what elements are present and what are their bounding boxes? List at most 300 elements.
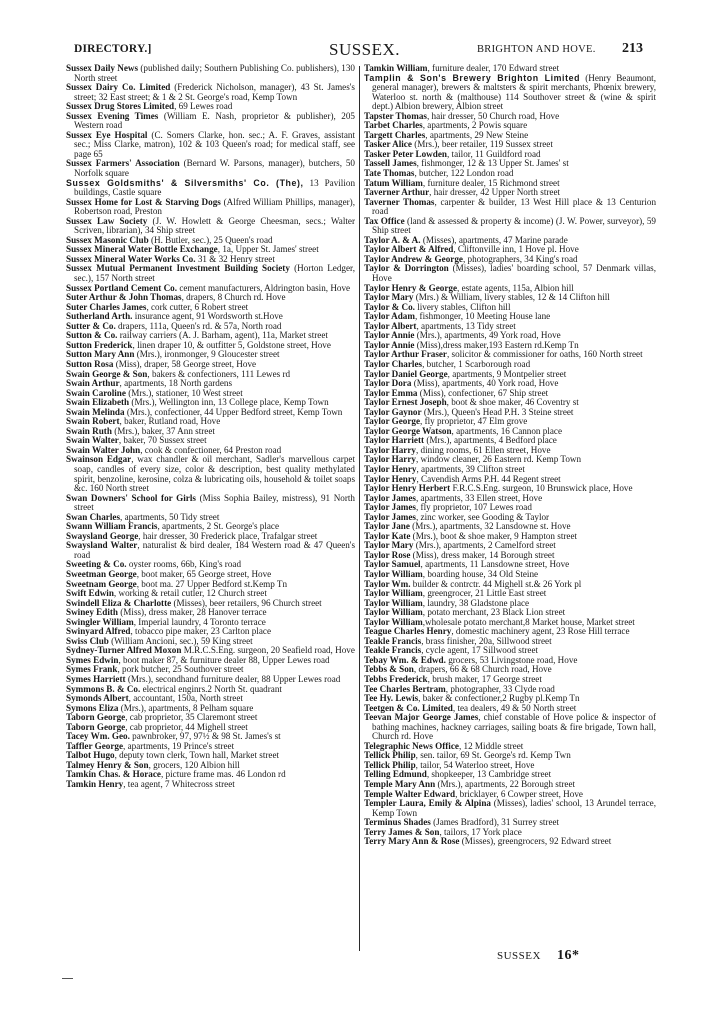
entry-details: , baker, 70 Sussex street	[118, 435, 207, 446]
entry-name: Taylor Henry Herbert	[364, 483, 451, 494]
entry-name: Tarbet Charles	[364, 120, 423, 131]
directory-entry	[364, 837, 656, 847]
directory-column-left	[66, 64, 355, 790]
entry-details: , working & retail cutler, 12 Church street	[113, 588, 267, 599]
footer-signature: 16*	[556, 948, 580, 963]
entry-details: electrical enginrs.2 North St. quadrant	[140, 683, 282, 694]
entry-details: , 69 Lewes road	[174, 101, 233, 112]
entry-details: grocers, 53 Livingstone road, Hove	[445, 654, 578, 665]
entry-details: M.R.C.S.Eng. surgeon, 20 Seafield road, Hove	[181, 645, 355, 656]
directory-entry	[66, 455, 355, 493]
entry-details: (Miss), dress maker, 28 Hanover terrace	[117, 607, 267, 618]
entry-name: Taylor Andrew & George	[364, 253, 463, 264]
entry-details: , boot maker, 65 George street, Hove	[136, 568, 272, 579]
entry-details: (Miss), confectioner, 67 Ship street	[417, 387, 549, 398]
entry-details: (William Ancioni, sec.), 59 King street	[108, 635, 253, 646]
running-head-county: SUSSEX.	[329, 40, 401, 59]
entry-name: Suter Charles James	[66, 301, 147, 312]
entry-name: Taylor James	[364, 502, 416, 513]
entry-details: , cook & confectioner, 64 Preston road	[140, 444, 282, 455]
entry-name: Tasker Alice	[364, 139, 412, 150]
entry-details: (Mrs.), Queen's Head P.H. 3 Steine street	[421, 406, 574, 417]
entry-name: Swain Walter	[66, 435, 119, 446]
entry-name: Swaysland George	[66, 530, 139, 541]
entry-name: Taylor Albert	[364, 320, 417, 331]
entry-details: (Mrs.), apartments, 49 York road, Hove	[414, 330, 561, 341]
entry-name: Sutherland Arth.	[66, 311, 133, 322]
entry-details: (published daily; Southern Publishing Co. publishers), 130 North street	[74, 63, 355, 83]
entry-name: Sussex Drug Stores Limited	[66, 101, 175, 112]
entry-details: (Henry Beaumont, general manager), brewers & maltsters & spirit merchants, Phœnix brewery, Waterloo st. north & (malthouse) 114 Southover street & (wine & spirit dept.) Albion brewery, Albion street	[372, 72, 656, 112]
entry-details: , chief constable of Hove police & inspector of bathing machines, hackney carriages, sailing boats & fire brigade, Town hall, Church rd. Hove	[372, 712, 656, 742]
entry-details: , boot maker 87, & furniture dealer 88, Upper Lewes road	[118, 654, 330, 665]
entry-name: Templer Laura, Emily & Alpina	[364, 798, 491, 809]
entry-name: Sussex Farmers' Association	[66, 158, 180, 169]
entry-name: Tax Office	[364, 215, 405, 226]
entry-details: insurance agent, 91 Wordsworth st.Hove	[132, 311, 283, 322]
entry-details: , domestic machinery agent, 23 Rose Hill terrace	[451, 626, 630, 637]
entry-details: railway carriers (A. J. Barham, agent), 11a, Market street	[117, 330, 328, 341]
entry-details: (Miss), apartments, 40 York road, Hove	[411, 378, 559, 389]
entry-name: Taylor & Dorrington	[364, 263, 449, 274]
entry-name: Taylor Ernest Joseph	[364, 397, 447, 408]
entry-details: , tobacco pipe maker, 23 Carlton place	[130, 626, 271, 637]
entry-details: (Frederick Nicholson, manager), 43 St. James's street; 32 East street; & 1 & 2 St. George's road, Kemp Town	[74, 82, 355, 102]
entry-name: Sussex Portland Cement Co.	[66, 282, 178, 293]
entry-name: Swain Robert	[66, 416, 120, 427]
entry-name: Teevan Major George James	[364, 712, 479, 723]
directory-entry	[66, 217, 355, 236]
entry-details: , apartments, 9 Montpelier street	[447, 368, 567, 379]
entry-details: , Cliftonville inn, 1 Hove pl. Hove	[453, 244, 579, 255]
entry-name: Sussex Mineral Water Bottle Exchange	[66, 244, 218, 255]
entry-details: , boot ma. 27 Upper Bedford st.Kemp Tn	[136, 578, 288, 589]
entry-name: Taylor Wm.	[364, 578, 411, 589]
entry-name: Taylor James	[364, 511, 416, 522]
entry-details: , hair dresser, 42 Upper North street	[429, 187, 561, 198]
entry-details: , apartments, 29 New Steine	[425, 129, 529, 140]
entry-name: Taylor Daniel George	[364, 368, 448, 379]
entry-details: , solicitor & commissioner for oaths, 160 North street	[446, 349, 643, 360]
entry-details: (Mrs.), beer retailer, 119 Sussex street	[411, 139, 553, 150]
entry-name: Sussex Home for Lost & Starving Dogs	[66, 196, 221, 207]
entry-details: , laundry, 38 Gladstone place	[422, 597, 530, 608]
directory-entry	[364, 713, 656, 742]
entry-details: , grocers, 120 Albion hill	[148, 759, 240, 770]
entry-name: Terry James & Son	[364, 826, 440, 837]
entry-details: (Miss Sophia Bailey, mistress), 91 North street	[74, 492, 355, 513]
entry-details: (Mrs.), apartments, 32 Lansdowne st. Hove	[409, 521, 571, 532]
entry-name: Swain Ruth	[66, 425, 112, 436]
directory-entry	[66, 780, 355, 790]
entry-details: , furniture dealer, 15 Richmond street	[422, 177, 560, 188]
entry-details: , naturalist & bird dealer, 184 Western road & 47 Queen's road	[74, 540, 355, 560]
entry-details: , Imperial laundry, 4 Toronto terrace	[133, 616, 266, 627]
entry-name: Taylor Arthur Fraser	[364, 349, 447, 360]
entry-name: Tee Hy. Lewis	[364, 693, 419, 704]
entry-name: Tasker Peter Lowden	[364, 148, 447, 159]
entry-details: , pork butcher, 25 Southover street	[117, 664, 244, 675]
entry-details: , greengrocer, 21 Little East street	[422, 588, 547, 599]
entry-name: Telling Edmund	[364, 769, 427, 780]
directory-entry	[66, 541, 355, 560]
entry-details: (J. W. Howlett & George Cheesman, secs.; Walter Scriven, librarian), 34 Ship street	[74, 215, 355, 236]
entry-name: Talbot Hugo	[66, 750, 115, 761]
entry-name: Tassell James	[364, 158, 417, 169]
entry-details: , carpenter & builder, 13 West Hill place & 13 Centurion road	[372, 196, 657, 217]
entry-details: , apartments, 50 Tidy street	[120, 511, 220, 522]
entry-name: Taylor George	[364, 416, 421, 427]
entry-name: Sussex Mineral Water Works Co.	[66, 253, 196, 264]
entry-name: Swiney Edith	[66, 607, 118, 618]
entry-name: Sutter & Co.	[66, 320, 116, 331]
entry-details: , bricklayer, 6 Cowper street, Hove	[455, 788, 583, 799]
directory-entry	[66, 64, 355, 83]
entry-details: , picture frame mas. 46 London rd	[160, 769, 286, 780]
entry-details: (Bernard W. Parsons, manager), butchers, 50 Norfolk square	[74, 158, 355, 179]
entry-name: Tellick Philip	[364, 750, 416, 761]
directory-entry	[66, 112, 355, 131]
entry-name: Tate Thomas	[364, 168, 415, 179]
entry-name: Tee Charles Bertram	[364, 683, 446, 694]
entry-name: Sussex Daily News	[66, 63, 139, 73]
entry-details: , apartments, 2 Powis square	[422, 120, 528, 131]
entry-details: , butcher, 1 Scarborough road	[422, 358, 531, 369]
entry-name: Taylor Jane	[364, 521, 410, 532]
entry-details: , brass finisher, 20a, Sillwood street	[421, 635, 552, 646]
entry-name: Swingler William	[66, 616, 134, 627]
entry-name: Teetgen & Co. Limited	[364, 702, 453, 713]
entry-details: (Alfred William Phillips, manager), Robertson road, Preston	[74, 196, 355, 217]
entry-name: Sutton Frederick	[66, 339, 133, 350]
entry-name: Taylor George Watson	[364, 425, 452, 436]
directory-entry	[66, 159, 355, 178]
entry-details: (Mrs.), boot & shoe maker, 9 Hampton street	[410, 530, 578, 541]
entry-name: Taylor Dora	[364, 378, 412, 389]
entry-name: Sweetnam George	[66, 578, 137, 589]
entry-name: Taylor Harriett	[364, 435, 425, 446]
entry-name: Swain Caroline	[66, 387, 126, 398]
entry-name: Tebbs & Son	[364, 664, 414, 675]
directory-entry	[66, 179, 355, 198]
entry-name: Taylor William	[364, 588, 423, 599]
entry-name: Symes Edwin	[66, 654, 119, 665]
entry-name: Swain Arthur	[66, 378, 120, 389]
entry-name: Sussex Mutual Permanent Investment Building Society	[66, 263, 290, 274]
directory-entry	[364, 198, 656, 217]
entry-details: , potato merchant, 23 Black Lion street	[422, 607, 566, 618]
directory-entry	[364, 264, 656, 283]
entry-details: (Mrs.), confectioner, 44 Upper Bedford street, Kemp Town	[124, 406, 343, 417]
entry-details: ,wholesale potato merchant,8 Market house, Market street	[422, 616, 635, 627]
entry-details: , cab proprietor, 44 Mighell street	[125, 721, 248, 732]
entry-name: Sydney-Turner Alfred Moxon	[66, 645, 182, 656]
entry-name: Tamkin William	[364, 63, 428, 73]
entry-details: (William E. Nash, proprietor & publisher), 205 Western road	[74, 110, 355, 131]
entry-name: Taylor Albert & Alfred	[364, 244, 454, 255]
entry-name: Swindell Eliza & Charlotte	[66, 597, 172, 608]
entry-name: Tapster Thomas	[364, 110, 427, 121]
entry-details: (Mrs.), apartments, 8 Pelham square	[118, 702, 254, 713]
entry-details: , apartments, 33 Ellen street, Hove	[415, 492, 543, 503]
entry-details: , tailor, 11 Guildford road	[446, 148, 541, 159]
entry-details: , tea dealers, 49 & 50 North street	[452, 702, 577, 713]
entry-name: Sweeting & Co.	[66, 559, 127, 570]
entry-name: Sussex Masonic Club	[66, 234, 149, 245]
entry-name: Taylor James	[364, 492, 416, 503]
entry-name: Taverner Thomas	[364, 196, 435, 207]
page-number: 213	[622, 41, 643, 56]
entry-details: , fly proprietor, 47 Elm grove	[420, 416, 528, 427]
entry-name: Tellick Philip	[364, 759, 416, 770]
entry-name: Symes Harriett	[66, 674, 126, 684]
entry-details: (Mrs.), stationer, 10 West street	[125, 387, 243, 398]
entry-name: Taylor William	[364, 568, 423, 579]
entry-name: Symmons B. & Co.	[66, 683, 141, 694]
entry-details: (Miss), draper, 58 George street, Hove	[113, 358, 257, 369]
entry-details: livery stables, Clifton hill	[414, 301, 511, 312]
entry-name: Temple Walter Edward	[364, 788, 456, 799]
directory-entry	[66, 83, 355, 102]
entry-details: (Mrs.), apartments, 22 Borough street	[435, 779, 576, 790]
entry-details: , apartments, 16 Cannon place	[451, 425, 563, 436]
entry-details: , 1a, Upper St. James' street	[217, 244, 319, 255]
entry-details: , apartments, 13 Tidy street	[416, 320, 516, 331]
entry-name: Sweetman George	[66, 568, 137, 579]
entry-details: (Misses), ladies' boarding school, 57 Denmark villas, Hove	[372, 263, 657, 284]
entry-details: , 12 Middle street	[458, 740, 524, 751]
entry-details: , wax chandler & oil merchant, Sadler's marvellous carpet soap, candles of every size, color & description, best quality methylated spirit, benzoline, kerosine, colza & lubricating oils, household & toilet soaps &c. 160 North street	[74, 454, 355, 494]
entry-name: Taylor Annie	[364, 339, 415, 350]
entry-details: , apartments, 39 Clifton street	[416, 463, 525, 474]
entry-details: , apartments, 11 Lansdowne street, Hove	[420, 559, 570, 570]
entry-name: Sutton & Co.	[66, 330, 118, 341]
entry-name: Swinyard Alfred	[66, 626, 131, 637]
directory-entry	[66, 131, 355, 160]
entry-name: Swan Downers' School for Girls	[66, 492, 196, 503]
entry-details: , sen. tailor, 69 St. George's rd. Kemp Twn	[415, 750, 571, 761]
entry-name: Teakle Francis	[364, 635, 422, 646]
entry-name: Taylor Emma	[364, 387, 418, 398]
entry-name: Taylor Mary	[364, 292, 414, 303]
entry-details: , accountant, 150a, North street	[128, 693, 243, 704]
entry-details: , fishmonger, 10 Meeting House lane	[414, 311, 551, 322]
entry-name: Taffler George	[66, 740, 124, 751]
entry-details: , linen draper 10, & outfitter 5, Goldstone street, Hove	[132, 339, 331, 350]
entry-name: Taylor William	[364, 616, 423, 627]
entry-name: Taverner Arthur	[364, 187, 430, 198]
entry-name: Telegraphic News Office	[364, 740, 459, 751]
entry-name: Symons Eliza	[66, 702, 119, 713]
entry-name: Sussex Law Society	[66, 215, 148, 226]
entry-details: , Cavendish Arms P.H. 44 Regent street	[416, 473, 561, 484]
entry-details: , hair dresser, 30 Frederick place, Trafalgar street	[138, 530, 318, 541]
entry-name: Taylor Annie	[364, 330, 415, 341]
entry-name: Taylor Mary	[364, 540, 414, 551]
entry-name: Swain George & Son	[66, 368, 148, 379]
directory-column-right	[364, 64, 656, 847]
entry-details: , fishmonger, 12 & 13 Upper St. James' st	[416, 158, 569, 169]
entry-name: Tacey Wm. Geo.	[66, 731, 130, 742]
entry-details: (Mrs.) & William, livery stables, 12 & 14 Clifton hill	[413, 292, 610, 303]
entry-name: Teague Charles Henry	[364, 626, 452, 637]
entry-name: Taylor Samuel	[364, 559, 421, 570]
entry-name: Taylor Henry	[364, 473, 417, 484]
entry-details: , apartments, 2 St. George's place	[157, 521, 280, 532]
entry-details: pawnbroker, 97, 97½ & 98 St. James's st	[129, 731, 281, 742]
entry-details: , boot & shoe maker, 46 Coventry st	[446, 397, 579, 408]
entry-details: , cork cutter, 6 Robert street	[146, 301, 249, 312]
entry-details: (Mrs.), secondhand furniture dealer, 88 Upper Lewes road	[125, 674, 341, 684]
entry-name: Tebbs Frederick	[364, 674, 428, 684]
entry-details: , tea agent, 7 Whitecross street	[123, 779, 235, 790]
entry-name: Symonds Albert	[66, 693, 129, 704]
entry-name: Sussex Evening Times	[66, 110, 159, 121]
entry-details: 31 & 32 Henry street	[195, 253, 275, 264]
entry-name: Taylor William	[364, 597, 423, 608]
entry-name: Tatum William	[364, 177, 423, 188]
entry-details: cement manufacturers, Aldrington basin, Hove	[177, 282, 351, 293]
entry-name: Taylor A. & A.	[364, 234, 421, 245]
entry-name: Taylor Rose	[364, 549, 411, 560]
entry-name: Taborn George	[66, 721, 126, 732]
entry-details: drapers, 111a, Queen's rd. & 57a, North road	[115, 320, 282, 331]
entry-details: , brush maker, 17 George street	[427, 674, 542, 684]
entry-name: Symes Frank	[66, 664, 118, 675]
entry-name: Tebay Wm. & Edwd.	[364, 654, 446, 665]
entry-name: Taylor Gaynor	[364, 406, 422, 417]
entry-details: , baker, Rutland road, Hove	[119, 416, 221, 427]
entry-details: (Misses), ladies' school, 13 Arundel terrace, Kemp Town	[372, 798, 656, 818]
margin-mark	[62, 978, 73, 979]
entry-name: Sussex Eye Hospital	[66, 129, 148, 140]
entry-name: Talmey Henry & Son	[66, 759, 149, 770]
entry-details: , drapers, 66 & 68 Church road, Hove	[413, 664, 552, 675]
entry-name: Terry Mary Ann & Rose	[364, 836, 460, 847]
entry-name: Swann William Francis	[66, 521, 158, 532]
entry-details: , cycle agent, 17 Sillwood street	[421, 645, 539, 656]
entry-name: Taylor Henry	[364, 463, 417, 474]
entry-details: , hair dresser, 50 Church road, Hove	[426, 110, 560, 121]
entry-details: (Mrs.), baker, 37 Ann street	[111, 425, 215, 436]
entry-name: Taylor Henry & George	[364, 282, 458, 293]
entry-details: (Mrs.), Wellington inn, 13 College place, Kemp Town	[129, 397, 329, 408]
entry-details: , apartments, 19 Prince's street	[123, 740, 235, 751]
entry-details: , cab proprietor, 35 Claremont street	[125, 712, 258, 723]
entry-name: Swain Walter John	[66, 444, 141, 455]
entry-details: (James Bradford), 31 Surrey street	[430, 817, 560, 828]
page-header	[74, 40, 664, 60]
entry-name: Sussex Dairy Co. Limited	[66, 82, 171, 93]
entry-details: , window cleaner, 26 Eastern rd. Kemp Town	[415, 454, 582, 465]
column-divider	[359, 66, 360, 951]
entry-details: , photographer, 33 Clyde road	[445, 683, 555, 694]
entry-details: , deputy town clerk, Town hall, Market street	[114, 750, 280, 761]
entry-name: Taylor William	[364, 607, 423, 618]
entry-name: Sutton Rosa	[66, 358, 114, 369]
entry-details: (land & assessed & property & income) (J. W. Power, surveyor), 59 Ship street	[372, 215, 656, 236]
entry-details: (Misses), apartments, 47 Marine parade	[420, 234, 568, 245]
footer-label: SUSSEX	[497, 950, 541, 962]
entry-details: oyster rooms, 66b, King's road	[126, 559, 242, 570]
entry-details: , zinc worker, see Gooding & Taylor	[415, 511, 550, 522]
entry-name: Tamkin Chas. & Horace	[66, 769, 161, 780]
entry-name: Targett Charles	[364, 129, 426, 140]
entry-name: Swainson Edgar	[66, 454, 132, 465]
entry-details: (Misses), beer retailers, 96 Church street	[171, 597, 322, 608]
entry-name: Taylor Adam	[364, 311, 415, 322]
directory-entry	[364, 74, 656, 112]
entry-name: Swain Melinda	[66, 406, 125, 417]
directory-entry	[66, 264, 355, 283]
entry-details: (Miss), dress maker, 14 Borough street	[410, 549, 555, 560]
entry-details: , fly proprietor, 107 Lewes road	[415, 502, 532, 513]
entry-name: Tamkin Henry	[66, 779, 124, 790]
entry-name: Terminus Shades	[364, 817, 431, 828]
entry-name: Taylor Charles	[364, 358, 423, 369]
entry-details: (Miss),dress maker,193 Eastern rd.Kemp Tn	[414, 339, 579, 350]
entry-name: Taylor Kate	[364, 530, 411, 541]
entry-details: , tailors, 17 York place	[439, 826, 522, 837]
entry-name: Teakle Francis	[364, 645, 422, 656]
entry-details: , dining rooms, 61 Ellen street, Hove	[415, 444, 551, 455]
entry-details: , drapers, 8 Church rd. Hove	[181, 292, 286, 303]
entry-name: Swiss Club	[66, 635, 109, 646]
entry-details: (C. Somers Clarke, hon. sec.; A. F. Graves, assistant sec.; Miss Clarke, matron), 102 & 103 Queen's road; for medical staff, see page 65	[74, 129, 355, 159]
entry-name: Taylor Harry	[364, 454, 416, 465]
entry-details: 13 Pavilion buildings, Castle square	[74, 177, 356, 198]
entry-details: (Horton Ledger, sec.), 157 North street	[74, 263, 355, 284]
entry-name: Taylor & Co.	[364, 301, 415, 312]
entry-name: Swain Elizabeth	[66, 397, 130, 408]
entry-name: Taylor Harry	[364, 444, 416, 455]
entry-details: , estate agents, 115a, Albion hill	[457, 282, 574, 293]
entry-details: (Mrs.), apartments, 4 Bedford place	[424, 435, 557, 446]
entry-details: (Misses), greengrocers, 92 Edward street	[459, 836, 612, 847]
entry-name: Swaysland Walter	[66, 540, 138, 551]
directory-entry	[66, 198, 355, 217]
running-head-right: BRIGHTON AND HOVE.	[477, 44, 596, 55]
directory-entry	[66, 494, 355, 513]
entry-details: , shopkeeper, 13 Cambridge street	[426, 769, 552, 780]
entry-details: (Mrs.), apartments, 2 Camelford street	[413, 540, 556, 551]
entry-details: , apartments, 18 North gardens	[119, 378, 233, 389]
entry-details: (Mrs.), ironmonger, 9 Gloucester street	[134, 349, 280, 360]
entry-details: builder & contrctr. 44 Mighell st.& 26 York pl	[410, 578, 582, 589]
entry-details: F.R.C.S.Eng. surgeon, 10 Brunswick place, Hove	[450, 483, 633, 494]
entry-name: Taborn George	[66, 712, 126, 723]
entry-name: Swan Charles	[66, 511, 120, 522]
entry-details: , tailor, 54 Waterloo street, Hove	[415, 759, 535, 770]
directory-entry	[364, 799, 656, 818]
entry-details: , butcher, 122 London road	[414, 168, 514, 179]
entry-name: Swift Edwin	[66, 588, 114, 599]
entry-details: , baker & confectioner,2 Rugby pl.Kemp Tn	[418, 693, 580, 704]
entry-name: Sussex Goldsmiths' & Silversmiths' Co. (The),	[66, 177, 304, 188]
page-footer	[497, 948, 579, 964]
entry-name: Sutton Mary Ann	[66, 349, 135, 360]
entry-name: Temple Mary Ann	[364, 779, 436, 790]
entry-details: , bakers & confectioners, 111 Lewes rd	[147, 368, 291, 379]
entry-details: , photographers, 34 King's road	[462, 253, 578, 264]
entry-name: Tamplin & Son's Brewery Brighton Limited	[364, 72, 581, 83]
entry-details: , furniture dealer, 170 Edward street	[427, 63, 560, 73]
running-head-left: DIRECTORY.]	[74, 43, 152, 55]
entry-details: , boarding house, 34 Old Steine	[422, 568, 539, 579]
entry-name: Suter Arthur & John Thomas	[66, 292, 182, 303]
directory-entry	[364, 217, 656, 236]
entry-details: (H. Butler, sec.), 25 Queen's road	[148, 234, 273, 245]
